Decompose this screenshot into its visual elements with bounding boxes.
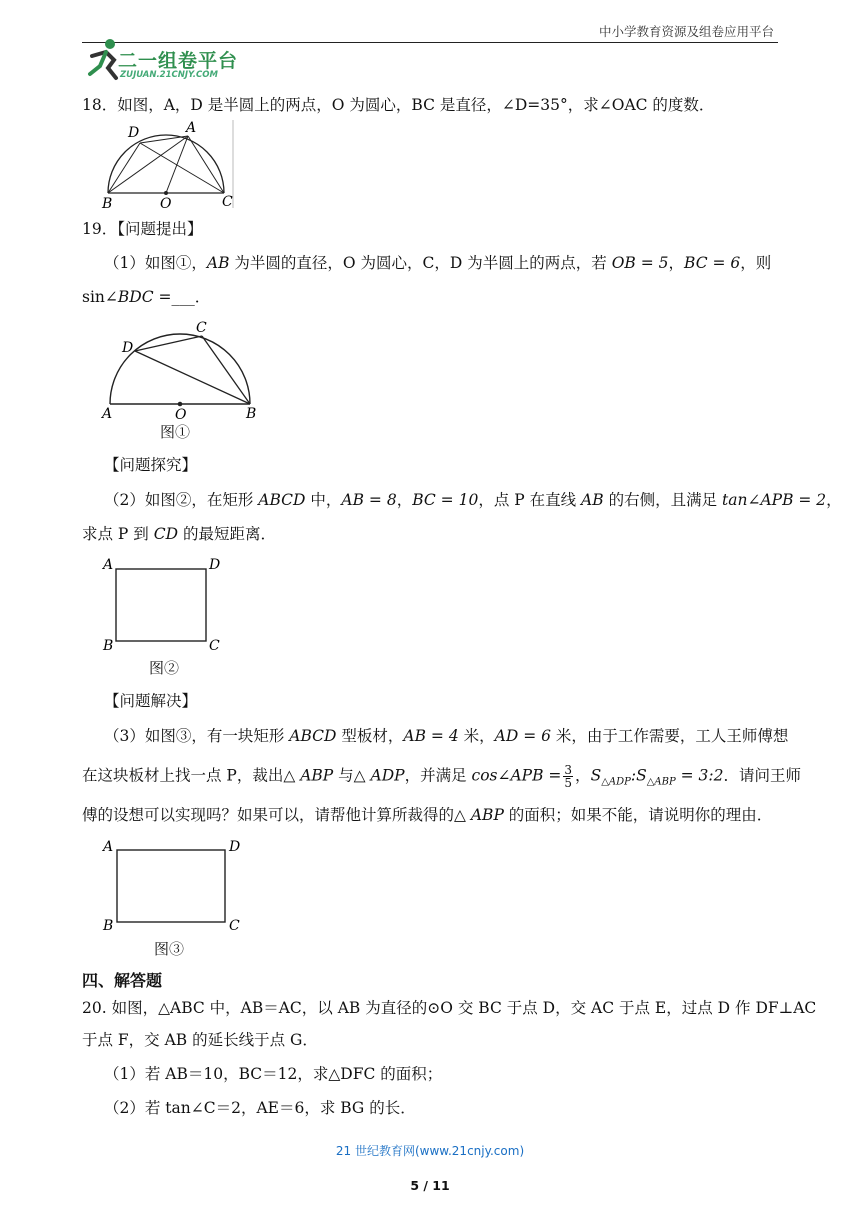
q20-sub1: （1）若 AB＝10，BC＝12，求△DFC 的面积；	[104, 1065, 443, 1083]
q19-figure1	[98, 318, 268, 420]
fig2-label-b: B	[103, 638, 114, 654]
fig2-label-c: C	[209, 638, 220, 654]
q19-figure3	[100, 837, 250, 937]
q19-part1-line1: （1）如图①，AB 为半圆的直径，O 为圆心，C，D 为半圆上的两点，若 OB = 5，BC = 6，则	[104, 254, 772, 272]
fig3-label-d: D	[229, 839, 241, 855]
fig3-label-a: A	[103, 839, 114, 855]
logo-text-en: ZUJUAN.21CNJY.COM	[120, 70, 218, 80]
fig2-label-d: D	[209, 557, 221, 573]
q19-part2-line2: 求点 P 到 CD 的最短距离．	[82, 525, 276, 543]
q18-label-a: A	[186, 120, 197, 136]
q18-text: 18．如图，A，D 是半圆上的两点，O 为圆心，BC 是直径，∠D=35°，求∠OAC 的度数．	[82, 96, 715, 114]
q20-sub2: （2）若 tan∠C＝2，AE＝6，求 BG 的长．	[104, 1099, 416, 1117]
q19-part3-line3: 傅的设想可以实现吗？如果可以，请帮他计算所裁得的△ ABP 的面积；如果不能，请说明你的理由．	[82, 806, 773, 824]
q19-solve-title: 【问题解决】	[104, 692, 198, 710]
fig2-caption: 图②	[149, 659, 180, 677]
runner-logo-icon	[86, 38, 120, 82]
header-platform-text: 中小学教育资源及组卷应用平台	[598, 24, 774, 39]
fig1-label-o: O	[175, 407, 187, 420]
section4-title: 四、解答题	[82, 971, 163, 990]
q18-label-c: C	[222, 194, 233, 210]
q19-figure2	[100, 555, 230, 655]
q19-part2-line1: （2）如图②，在矩形 ABCD 中，AB = 8，BC = 10，点 P 在直线 AB 的右侧，且满足 tan∠APB = 2，	[104, 491, 842, 509]
fig1-caption: 图①	[160, 423, 191, 441]
q19-explore-title: 【问题探究】	[104, 456, 198, 474]
q19-part3-line2: 在这块板材上找一点 P，裁出△ ABP 与△ ADP，并满足 cos∠APB = $\frac{3}{5}$ ，$S_{\triangle ADP}:S_{\triangle ABP}$ = 3:2．请问王师	[82, 763, 802, 790]
fig2-label-a: A	[103, 557, 114, 573]
fig1-label-d: D	[122, 340, 134, 356]
q19-title: 19．【问题提出】	[82, 220, 203, 238]
fraction-3-5: $\frac{3}{5}$	[564, 763, 573, 790]
fig1-label-c: C	[196, 320, 207, 336]
q20-line2: 于点 F，交 AB 的延长线于点 G．	[82, 1031, 318, 1049]
q18-semicircle-figure	[100, 120, 240, 212]
q19-part3-line1: （3）如图③，有一块矩形 ABCD 型板材，AB = 4 米，AD = 6 米，由于工作需要，工人王师傅想	[104, 727, 789, 745]
fig3-label-c: C	[229, 918, 240, 934]
q18-label-o: O	[160, 196, 172, 212]
q18-label-d: D	[128, 125, 140, 141]
logo-text-cn: 二一组卷平台	[118, 50, 239, 72]
fig1-label-a: A	[102, 406, 113, 420]
q18-label-b: B	[102, 196, 113, 212]
fig1-label-b: B	[246, 406, 257, 420]
footer-link[interactable]: 21 世纪教育网(www.21cnjy.com)	[335, 1144, 525, 1158]
q20-line1: 20. 如图，△ABC 中，AB＝AC，以 AB 为直径的⊙O 交 BC 于点 D，交 AC 于点 E，过点 D 作 DF⊥AC	[82, 999, 817, 1017]
q19-part1-line2: sin∠BDC =___．	[82, 288, 211, 306]
page-number: 5 / 11	[410, 1178, 450, 1193]
fig3-caption: 图③	[154, 940, 185, 958]
fig3-label-b: B	[103, 918, 114, 934]
